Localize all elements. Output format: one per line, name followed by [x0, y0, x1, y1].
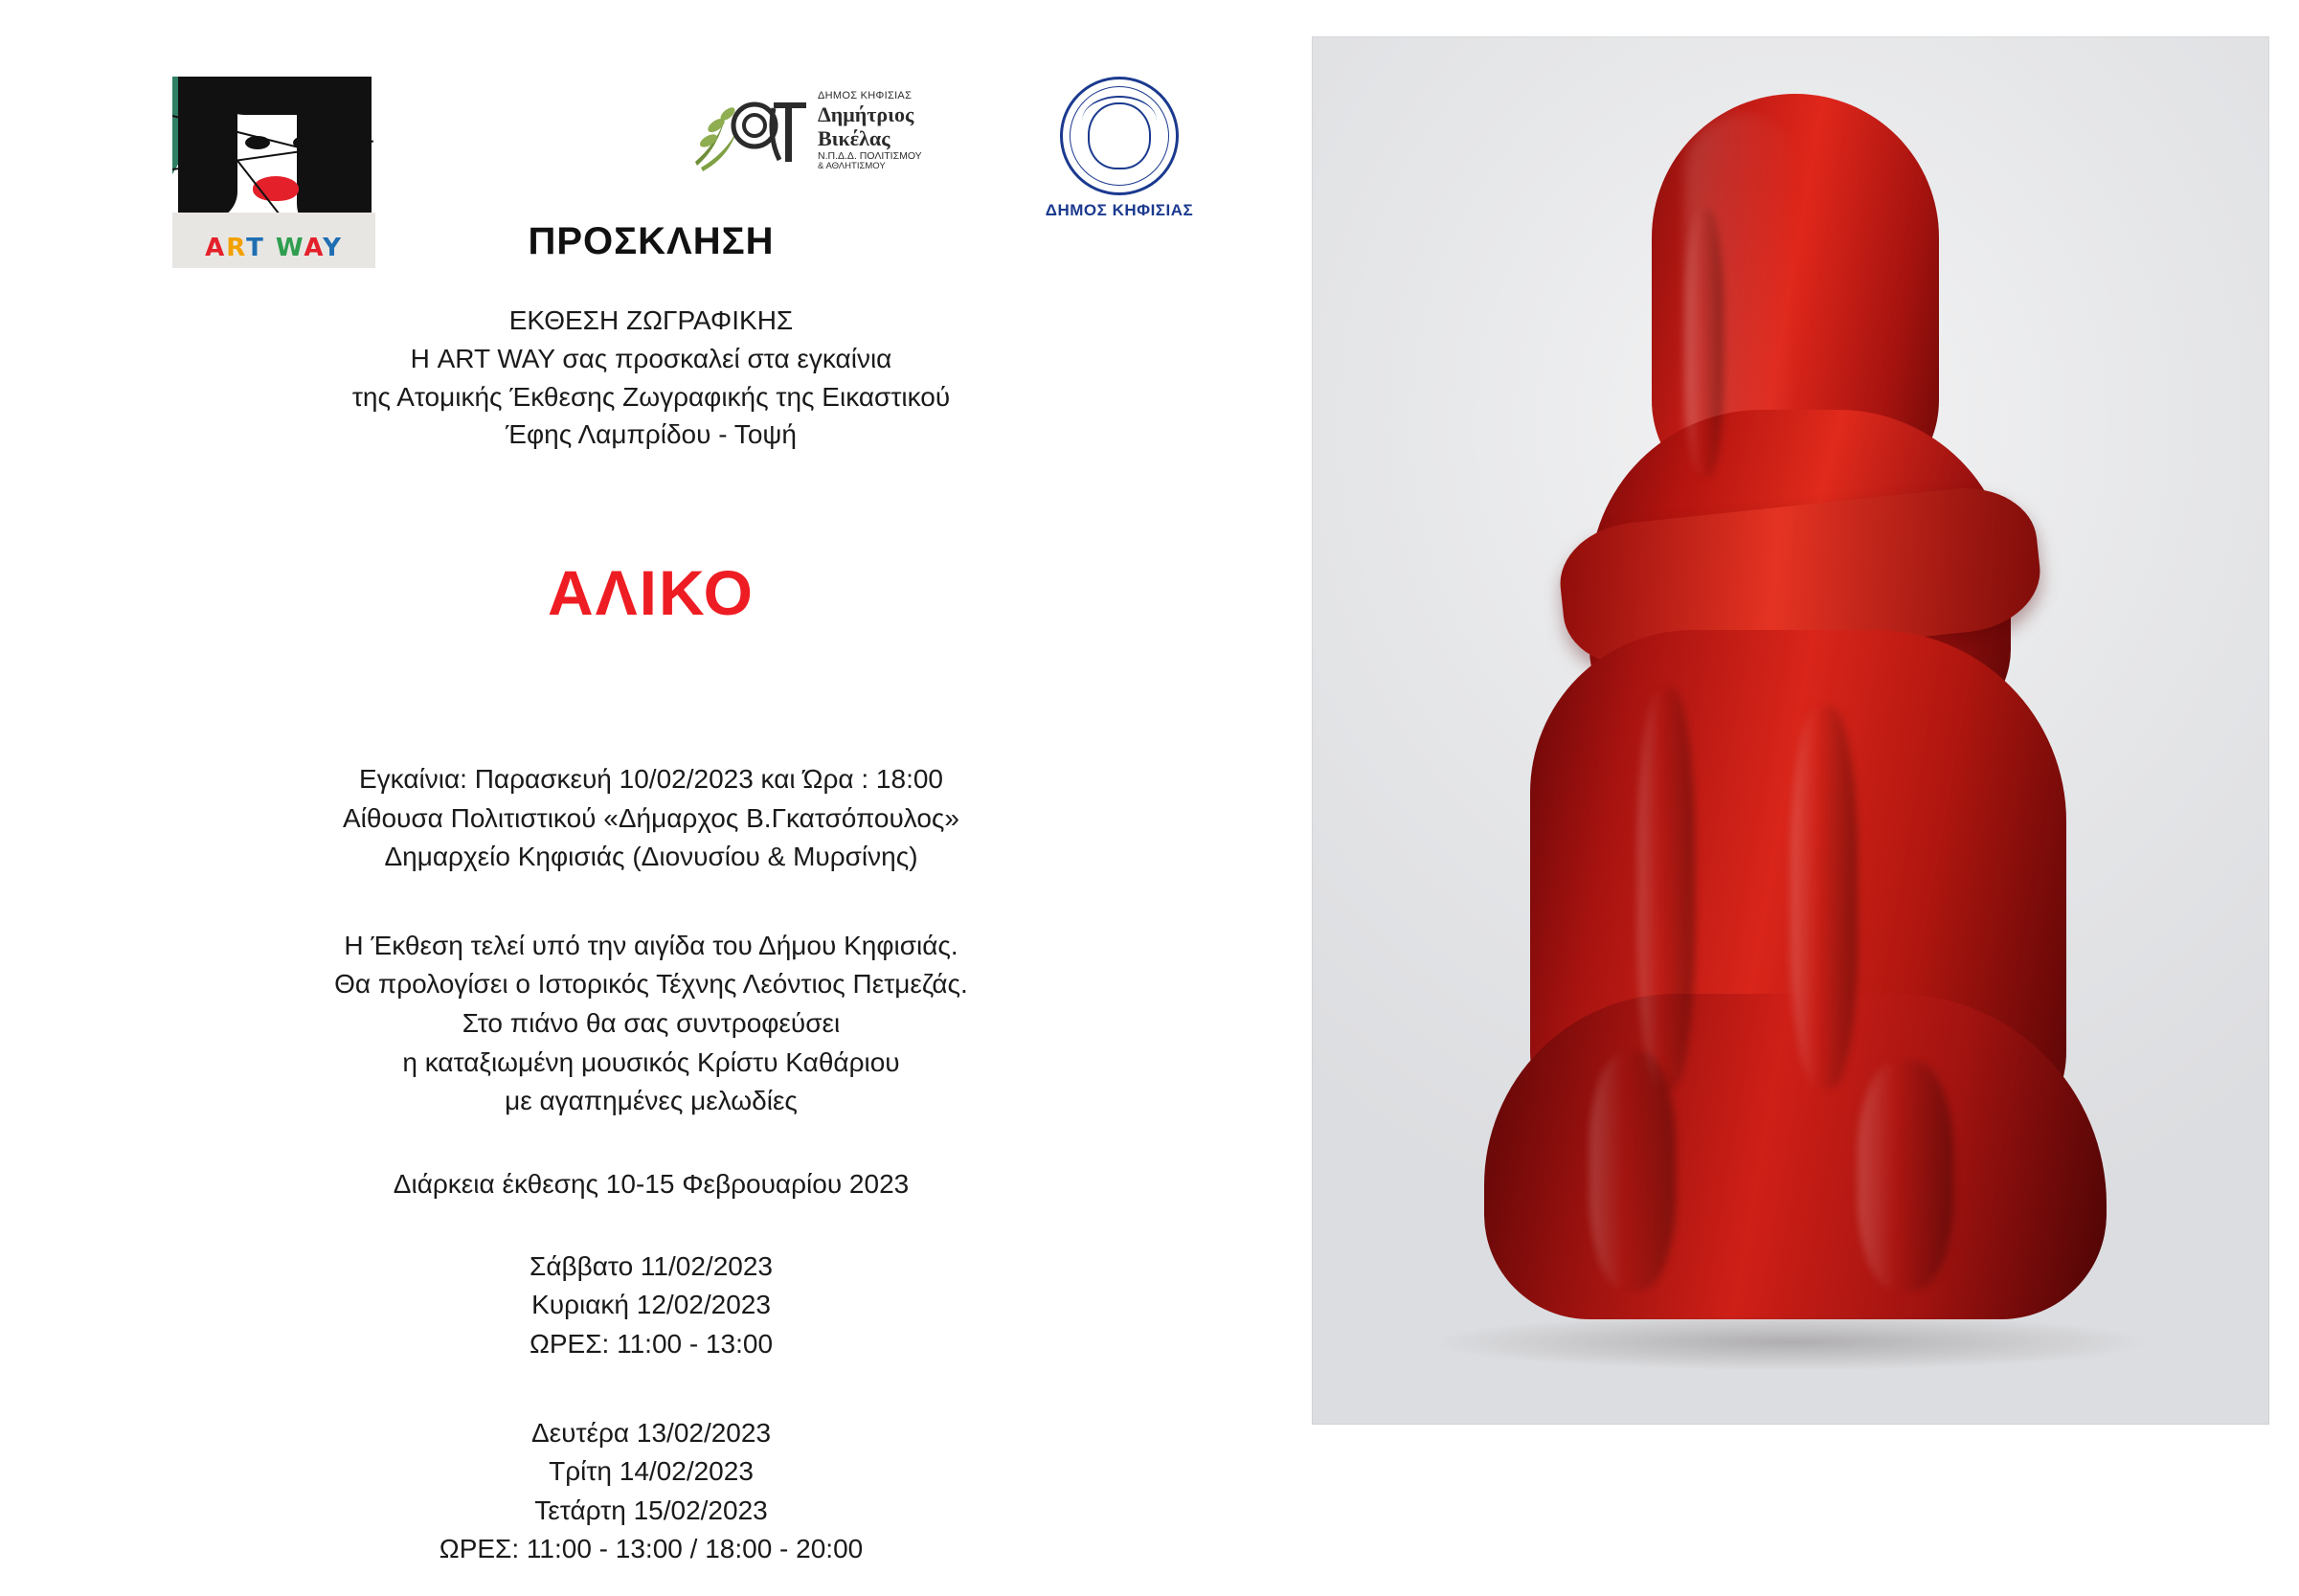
- page-title: ΠΡΟΣΚΛΗΣΗ: [528, 220, 775, 262]
- schedule-1-hours: ΩΡΕΣ: 11:00 - 13:00: [529, 1328, 774, 1359]
- art-way-letter-a1: A: [205, 234, 227, 262]
- lead-line-3: Έφης Λαμπρίδου - Τοψή: [506, 419, 797, 450]
- invitation-lead: [134, 302, 1168, 454]
- aegis-line-2: Θα προλογίσει ο Ιστορικός Τέχνης Λεόντιος Πετμεζάς.: [334, 969, 968, 1000]
- kifisia-seal-head: [1088, 102, 1151, 169]
- aegis-line-1: Η Έκθεση τελεί υπό την αιγίδα του Δήμου Κηφισιάς.: [344, 930, 958, 960]
- schedule-2-hours: ΩΡΕΣ: 11:00 - 13:00 / 18:00 - 20:00: [439, 1534, 864, 1564]
- aegis-line-3: Στο πιάνο θα σας συντροφεύσει: [462, 1007, 841, 1038]
- schedule-2-line-2: Τρίτη 14/02/2023: [549, 1456, 754, 1487]
- exhibition-subheading: ΕΚΘΕΣΗ ΖΩΓΡΑΦΙΚΗΣ: [508, 305, 794, 335]
- art-way-letter-y: Y: [323, 234, 343, 262]
- art-way-letter-a2: A: [304, 234, 324, 262]
- art-way-letter-w: W: [275, 234, 304, 262]
- schedule-block-1: [134, 1248, 1168, 1364]
- artwork-image: [1312, 36, 2269, 1425]
- art-way-letter-r: R: [226, 234, 247, 262]
- aegis-line-4: η καταξιωμένη μουσικός Κρίστυ Καθάριου: [402, 1046, 900, 1077]
- opening-details: [134, 760, 1168, 877]
- lead-line-1: Η ART WAY σας προσκαλεί στα εγκαίνια: [410, 343, 892, 373]
- schedule-1-line-1: Σάββατο 11/02/2023: [530, 1250, 773, 1281]
- vikelas-line-1: ΔΗΜΟΣ ΚΗΦΙΣΙΑΣ: [818, 89, 913, 101]
- dimitrios-vikelas-logo: [691, 84, 950, 178]
- aegis-details: [134, 927, 1168, 1121]
- aegis-line-5: με αγαπημένες μελωδίες: [505, 1086, 798, 1116]
- opening-line-1: Εγκαίνια: Παρασκευή 10/02/2023 και Ώρα : 18:00: [358, 764, 943, 794]
- schedule-block-2: [134, 1414, 1168, 1569]
- opening-line-3: Δημαρχείο Κηφισιάς (Διονυσίου & Μυρσίνης): [384, 842, 918, 872]
- dimos-kifisias-logo: [1023, 75, 1216, 233]
- vikelas-emblem-icon: [691, 87, 814, 175]
- vikelas-logo-text: [818, 90, 950, 172]
- invitation-text-block: [134, 220, 1168, 1596]
- lead-line-2: της Ατομικής Έκθεσης Ζωγραφικής της Εικαστικού: [351, 381, 951, 412]
- vikelas-line-2: Δημήτριος Βικέλας: [818, 101, 914, 150]
- opening-line-2: Αίθουσα Πολιτιστικού «Δήμαρχος Β.Γκατσόπουλος»: [343, 802, 959, 833]
- exhibition-title: ΑΛΙΚΟ: [548, 557, 755, 628]
- exhibition-duration: Διάρκεια έκθεσης 10-15 Φεβρουαρίου 2023: [393, 1168, 910, 1199]
- artwork-frame: [1312, 36, 2269, 1425]
- art-way-letter-t: T: [246, 234, 265, 262]
- vikelas-line-4: & ΑΘΛΗΤΙΣΜΟΥ: [818, 161, 886, 172]
- schedule-2-line-1: Δευτέρα 13/02/2023: [530, 1417, 772, 1448]
- schedule-1-line-2: Κυριακή 12/02/2023: [531, 1290, 771, 1320]
- kifisia-seal-icon: [1060, 77, 1179, 195]
- schedule-2-line-3: Τετάρτη 15/02/2023: [534, 1495, 768, 1525]
- kifisia-logo-caption: ΔΗΜΟΣ ΚΗΦΙΣΙΑΣ: [1045, 201, 1194, 219]
- vikelas-line-3: Ν.Π.Δ.Δ. ΠΟΛΙΤΙΣΜΟΥ: [818, 150, 922, 163]
